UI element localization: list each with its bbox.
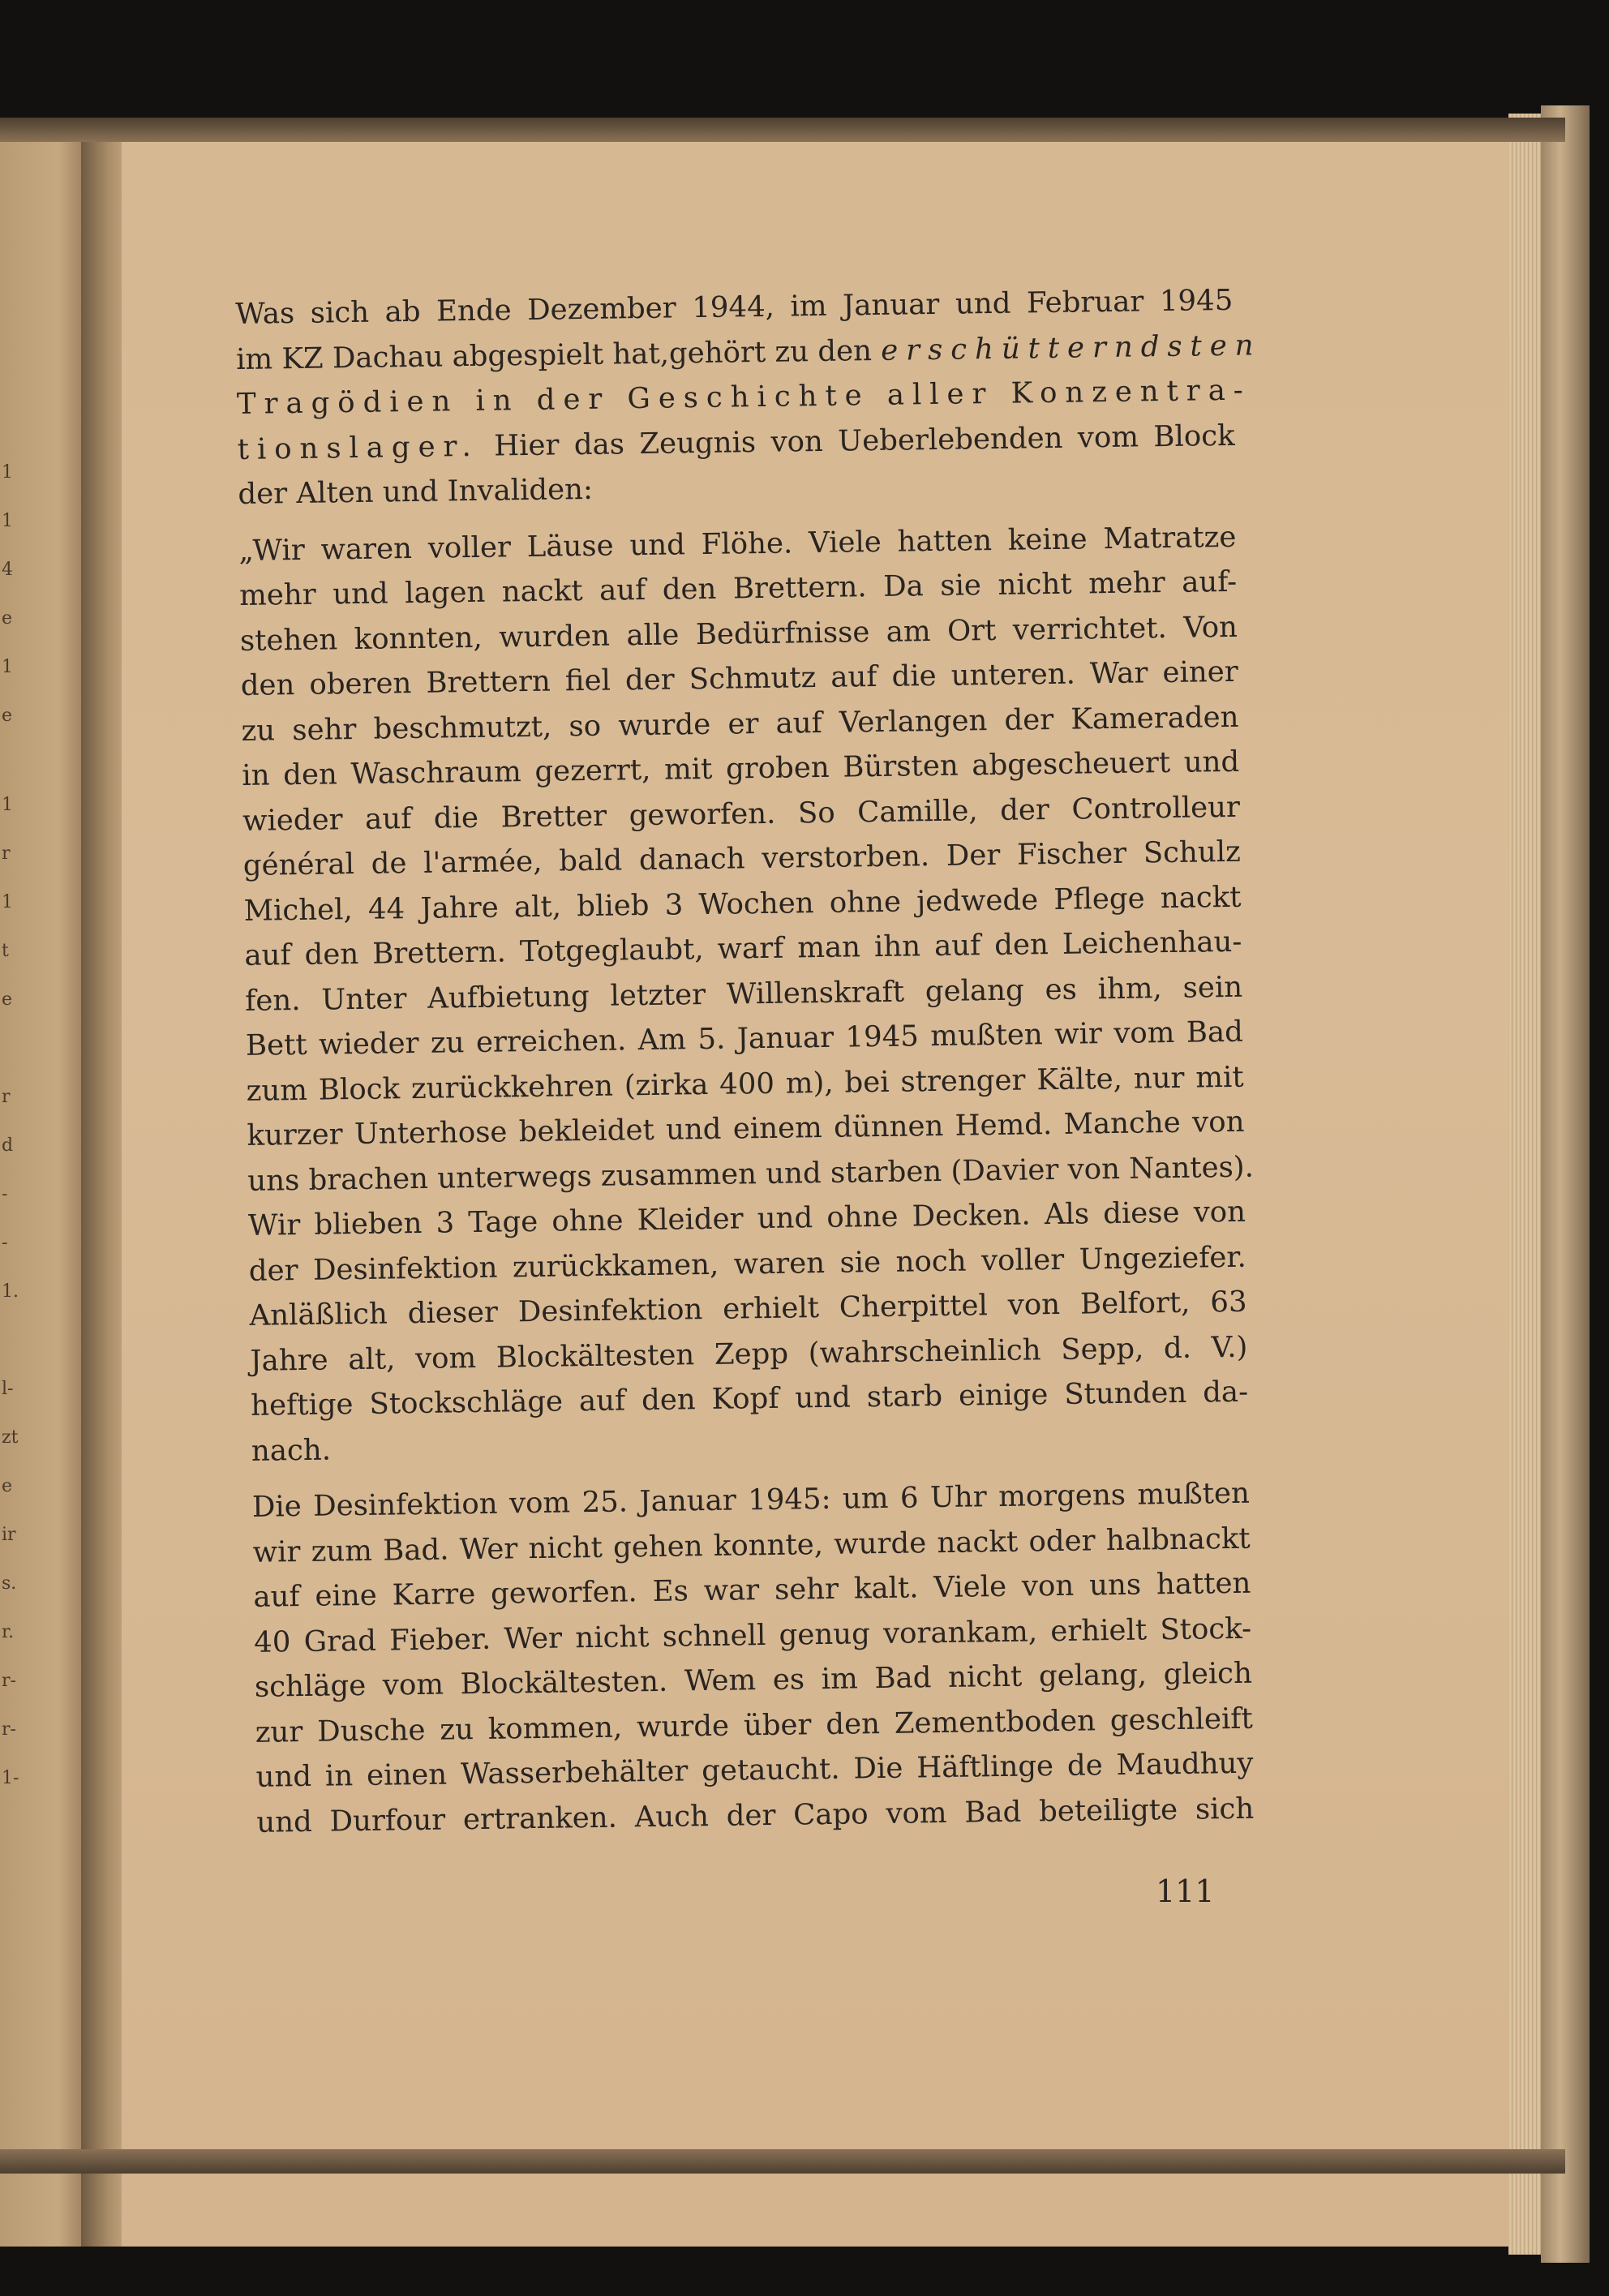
- text-line: wir zum Bad. Wer nicht gehen konnte, wurde nackt oder halbnackt: [252, 1521, 1251, 1569]
- paragraph-3: [252, 1471, 1255, 1845]
- text-line: auf eine Karre geworfen. Es war sehr kalt. Viele von uns hatten: [253, 1566, 1251, 1614]
- left-page-text-fragments: [0, 122, 21, 2247]
- spaced-text: tionslager.: [237, 429, 479, 466]
- fragment: t: [2, 941, 9, 961]
- fragment: 1: [2, 511, 13, 531]
- text-line: Michel, 44 Jahre alt, blieb 3 Wochen ohne jedwede Pflege nackt: [243, 880, 1242, 928]
- fragment: zt: [2, 1427, 19, 1448]
- paragraph-1: [235, 278, 1262, 517]
- fragment: l-: [2, 1379, 14, 1399]
- text-line: général de l'armée, bald danach verstorben. Der Fischer Schulz: [242, 835, 1242, 882]
- bottom-page-edge: [0, 2149, 1565, 2174]
- fragment: 4: [2, 560, 13, 580]
- text-line: der Desinfektion zurückkamen, waren sie noch voller Ungeziefer.: [248, 1240, 1247, 1288]
- fragment: 1: [2, 462, 13, 483]
- text-line: Jahre alt, vom Blockältesten Zepp (wahrscheinlich Sepp, d. V.): [250, 1330, 1248, 1378]
- text-line: mehr und lagen nackt auf den Brettern. Da sie nicht mehr auf-: [238, 564, 1238, 612]
- text-line: Bett wieder zu erreichen. Am 5. Januar 1945 mußten wir vom Bad: [245, 1015, 1244, 1062]
- text-line: Anläßlich dieser Desinfektion erhielt Cherpittel von Belfort, 63: [249, 1285, 1247, 1333]
- text-line: in den Waschraum gezerrt, mit groben Bürsten abgescheuert und: [242, 745, 1240, 792]
- fragment: e: [2, 608, 13, 629]
- text-line: und Durfour ertranken. Auch der Capo vom Bad beteiligte sich: [256, 1792, 1255, 1839]
- text-line: schläge vom Blockältesten. Wem es im Bad nicht gelang, gleich: [254, 1656, 1253, 1704]
- fragment: -: [2, 1233, 8, 1253]
- text-line: 40 Grad Fieber. Wer nicht schnell genug vorankam, erhielt Stock-: [253, 1611, 1252, 1659]
- text-line: kurzer Unterhose bekleidet und einem dünnen Hemd. Manche von: [247, 1105, 1245, 1152]
- fragment: s.: [2, 1573, 17, 1594]
- fragment: e: [2, 706, 13, 726]
- text-line: Die Desinfektion vom 25. Januar 1945: um 6 Uhr morgens mußten: [251, 1476, 1251, 1524]
- text-line: der Alten und Invaliden:: [238, 472, 594, 511]
- fragment: -: [2, 1184, 8, 1204]
- fragment: 1.: [2, 1281, 19, 1302]
- text-line-part: im KZ Dachau abgespielt hat,gehört zu den: [235, 333, 882, 376]
- top-page-edge: [0, 118, 1565, 142]
- fragment: e: [2, 1476, 13, 1496]
- text-line: Wir blieben 3 Tage ohne Kleider und ohne Decken. Als diese von: [247, 1195, 1246, 1242]
- emphasized-text: erschütterndsten: [880, 328, 1262, 367]
- text-line: uns brachen unterwegs zusammen und starben (Davier von Nantes).: [247, 1150, 1255, 1198]
- fragment: 1: [2, 892, 13, 912]
- text-line: stehen konnten, wurden alle Bedürfnisse am Ort verrichtet. Von: [239, 610, 1238, 658]
- fragment: 1: [2, 795, 13, 815]
- page-number: 111: [1156, 1873, 1215, 1909]
- fragment: 1: [2, 657, 13, 677]
- text-line: heftige Stockschläge auf den Kopf und starb einige Stunden da-: [250, 1375, 1249, 1423]
- text-line: den oberen Brettern fiel der Schmutz auf die unteren. War einer: [240, 654, 1238, 702]
- body-text: [235, 278, 1262, 1845]
- text-line: wieder auf die Bretter geworfen. So Camille, der Controlleur: [242, 790, 1241, 838]
- book-cover-edge: [1541, 105, 1590, 2263]
- fragment: e: [2, 989, 13, 1010]
- paragraph-2: [238, 514, 1255, 1474]
- fragment: r-: [2, 1671, 16, 1691]
- fragment: r-: [2, 1719, 16, 1740]
- fragment: r.: [2, 1622, 15, 1642]
- text-line: auf den Brettern. Totgeglaubt, warf man ihn auf den Leichenhau-: [244, 925, 1242, 972]
- text-line: zum Block zurückkehren (zirka 400 m), bei strenger Kälte, nur mit: [246, 1060, 1244, 1108]
- fragment: ir: [2, 1525, 16, 1545]
- text-line: zur Dusche zu kommen, wurde über den Zementboden geschleift: [255, 1702, 1253, 1749]
- text-line: fen. Unter Aufbietung letzter Willenskraft gelang es ihm, sein: [244, 970, 1243, 1018]
- text-line: „Wir waren voller Läuse und Flöhe. Viele hatten keine Matratze: [238, 520, 1237, 568]
- fragment: r: [2, 1087, 11, 1107]
- fragment: d: [2, 1135, 14, 1156]
- fragment: r: [2, 843, 11, 864]
- fragment: 1-: [2, 1768, 19, 1788]
- text-line: zu sehr beschmutzt, so wurde er auf Verlangen der Kameraden: [241, 700, 1239, 748]
- text-line: und in einen Wasserbehälter getaucht. Die Häftlinge de Maudhuy: [255, 1746, 1254, 1794]
- text-line: Tragödien in der Geschichte aller Konzentra-: [236, 373, 1252, 421]
- text-line-part: Hier das Zeugnis von Ueberlebenden vom Block: [478, 418, 1235, 463]
- text-line: Was sich ab Ende Dezember 1944, im Januar und Februar 1945: [235, 283, 1234, 331]
- text-line: nach.: [251, 1432, 332, 1468]
